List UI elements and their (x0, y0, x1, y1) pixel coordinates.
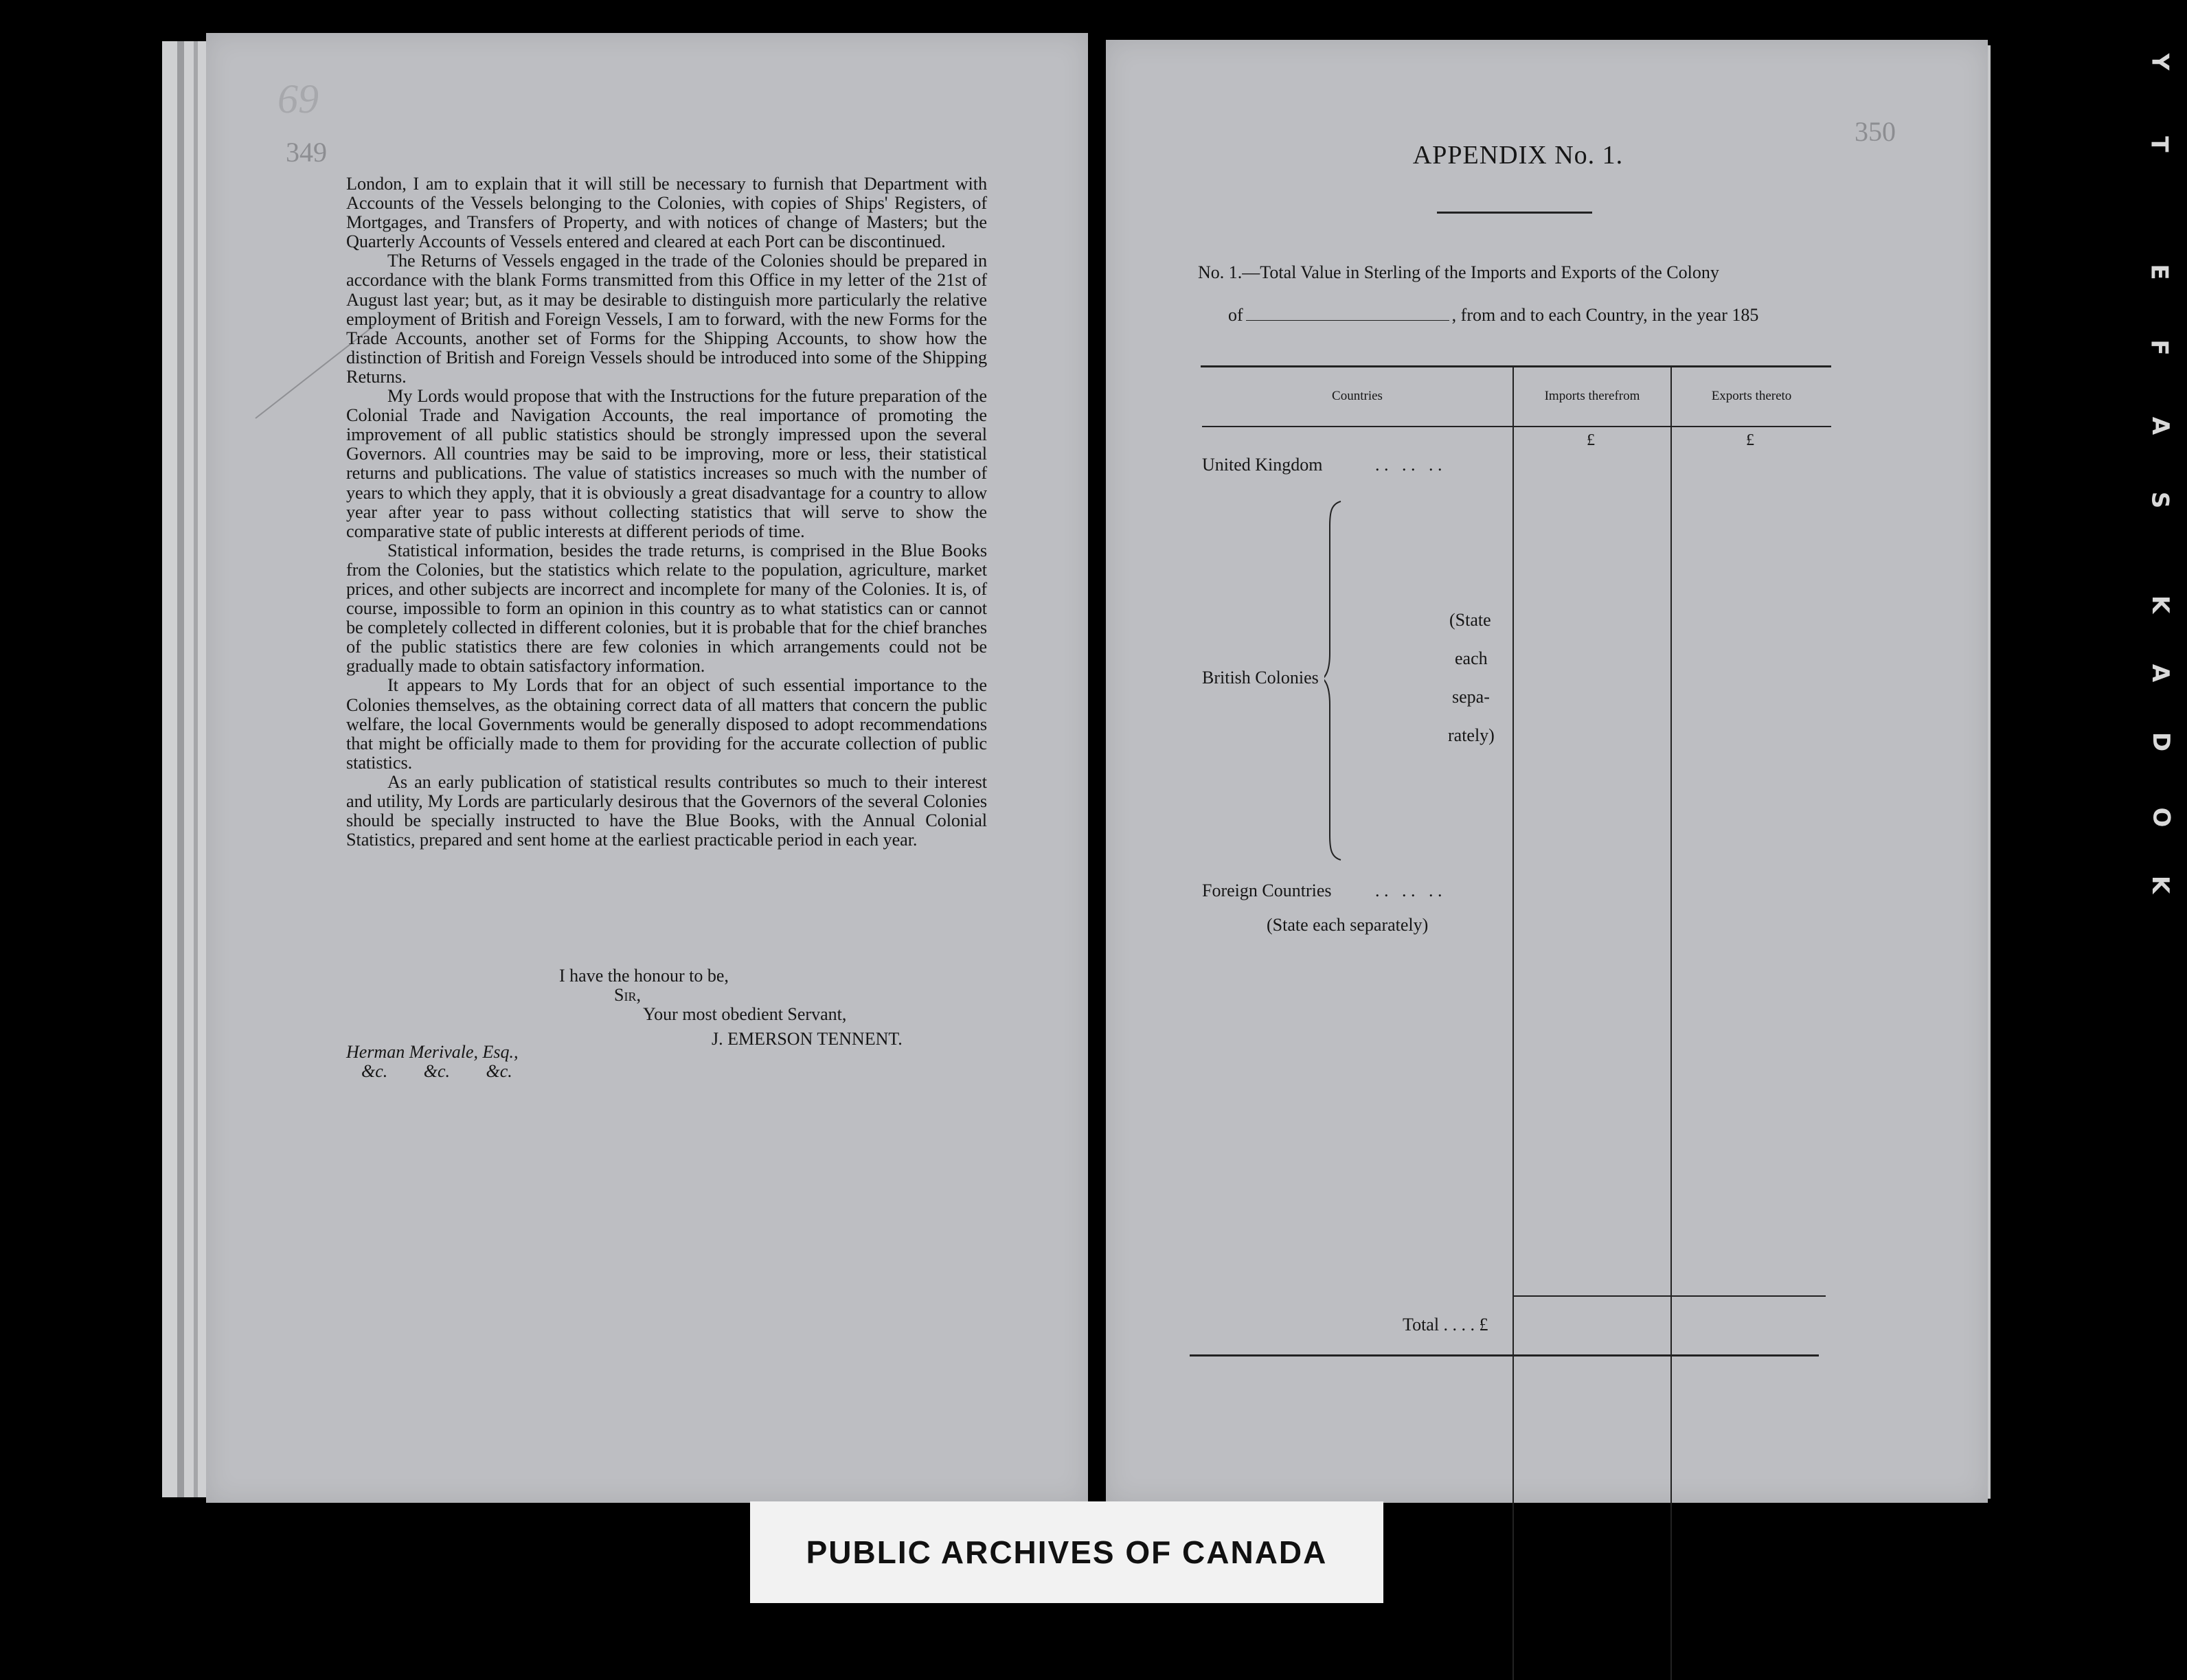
total-top-rule (1512, 1295, 1826, 1297)
column-divider (1512, 367, 1514, 1680)
letter-paragraph: As an early publication of statistical results contributes so much to their interest and utility, My Lords are particularly desirous that the Governors of the several Colonies should be specially instructed to have the Blue Books, with the Annual Colonial Statistics, prepared and sent home at the earliest practicable period in each year. (346, 771, 987, 850)
page-number: 349 (286, 137, 327, 168)
kodak-letter: A (2146, 416, 2175, 435)
table-description-line1: No. 1.—Total Value in Sterling of the Imports and Exports of the Colony (1198, 262, 1719, 282)
book-edge-shadow (194, 41, 198, 1497)
total-label: Total . . . . £ (1403, 1315, 1488, 1335)
pencil-page-mark: 69 (277, 76, 319, 122)
kodak-letter: A (2146, 663, 2175, 683)
closing-honour: I have the honour to be, (559, 966, 729, 986)
kodak-letter: D (2147, 731, 2175, 752)
book-edge-shadow (177, 41, 184, 1497)
kodak-letter: F (2145, 339, 2173, 356)
letter-paragraph: London, I am to explain that it will still be necessary to furnish that Department with Accounts of the Vessels belonging to the Colonies, with copies of Ships' Registers, of Mortgages, and Transfers of Property, and with notices of change of Masters; but the Quarterly Accounts of Vessels entered and cleared at each Port can be discontinued. (346, 174, 987, 252)
state-note-line: sepa- (1452, 687, 1490, 707)
foreign-note: (State each separately) (1267, 915, 1429, 935)
table-bottom-rule (1190, 1354, 1819, 1357)
title-rule (1437, 212, 1592, 214)
page-number: 350 (1855, 116, 1896, 147)
right-page (1106, 40, 1988, 1503)
archive-label: PUBLIC ARCHIVES OF CANADA (750, 1501, 1383, 1603)
description-rest: , from and to each Country, in the year 185 (1451, 305, 1759, 325)
addressee (346, 1043, 544, 1081)
state-note-line: (State (1449, 610, 1491, 630)
closing-servant: Your most obedient Servant, (643, 1004, 847, 1024)
kodak-letter: T (2145, 136, 2173, 152)
table-top-rule (1201, 365, 1831, 367)
description-of: of (1228, 305, 1243, 325)
table-description-line2 (1228, 305, 1758, 326)
header-bottom-rule (1202, 426, 1831, 427)
kodak-letter: Y (2146, 53, 2174, 71)
column-divider (1670, 367, 1672, 1680)
row-united-kingdom: United Kingdom (1202, 455, 1323, 475)
state-note-line: rately) (1448, 725, 1495, 745)
currency-exports: £ (1746, 431, 1754, 449)
kodak-letter: K (2146, 595, 2175, 614)
kodak-letter: E (2145, 264, 2173, 280)
addressee-etc: &c. (361, 1061, 388, 1081)
appendix-title: APPENDIX No. 1. (1412, 141, 1624, 170)
header-exports: Exports thereto (1711, 389, 1792, 403)
currency-imports: £ (1587, 431, 1595, 449)
row-dots: . . . . . . (1375, 881, 1442, 900)
colony-name-blank (1246, 305, 1449, 321)
header-countries: Countries (1332, 389, 1383, 403)
closing-salutation: Sir, (614, 985, 641, 1005)
left-page (206, 33, 1088, 1503)
state-note-line: each (1455, 648, 1488, 668)
letter-paragraph: Statistical information, besides the trade returns, is comprised in the Blue Books from the Colonies, but the statistics which relate to the population, agriculture, market prices, and other subjects are incorrect and incomplete for many of the Colonies. It is, of course, impossible to form an opinion in this country as to what statistics can or cannot be completely collected in different colonies, but it is probable that for the chief branches of the public statistics there are few colonies in which arrangements could not be gradually made to obtain satisfactory information. (346, 540, 987, 677)
addressee-etc: &c. (486, 1061, 512, 1081)
row-british-colonies: British Colonies (1202, 668, 1319, 688)
header-imports: Imports therefrom (1544, 389, 1640, 403)
row-dots: . . . . . . (1375, 455, 1442, 475)
signature: J. EMERSON TENNENT. (712, 1029, 903, 1049)
row-foreign-countries: Foreign Countries (1202, 881, 1332, 900)
kodak-safety-edge (2145, 27, 2176, 920)
letter-paragraph: The Returns of Vessels engaged in the trade of the Colonies should be prepared in accordance with the blank Forms transmitted from this Office in my letter of the 21st of August last year; but, as it may be desirable to distinguish more particularly the relative employment of British and Foreign Vessels, I am to forward, with the new Forms for the Trade Accounts, another set of Forms for the Shipping Accounts, to show how the distinction of British and Foreign Vessels should be introduced into some of the Shipping Returns. (346, 251, 987, 387)
letter-paragraph: It appears to My Lords that for an object of such essential importance to the Colonies themselves, as the obtaining correct data of all matters that concern the public welfare, the local Governments would be generally disposed to adopt recommendations that might be officially made to them for providing for the accurate collection of public statistics. (346, 675, 987, 773)
letter-body (346, 174, 987, 850)
book-edge (162, 41, 210, 1497)
addressee-name: Herman Merivale, Esq., (346, 1042, 519, 1062)
kodak-letter: S (2146, 491, 2174, 509)
kodak-letter: O (2147, 807, 2175, 828)
kodak-letter: K (2146, 875, 2175, 894)
addressee-etc: &c. (423, 1061, 451, 1081)
brace (1324, 499, 1345, 863)
letter-paragraph: My Lords would propose that with the Instructions for the future preparation of the Colonial Trade and Navigation Accounts, the real importance of promoting the improvement of all public statistics should be strongly impressed upon the several Governors. All countries may be said to be improving, more or less, their statistical returns and publications. The value of statistics increases so much with the number of years to which they apply, that it is obviously a great disadvantage for a country to allow year after year to pass without collecting statistics that will serve to show the comparative state of public interests at different periods of time. (346, 386, 987, 541)
